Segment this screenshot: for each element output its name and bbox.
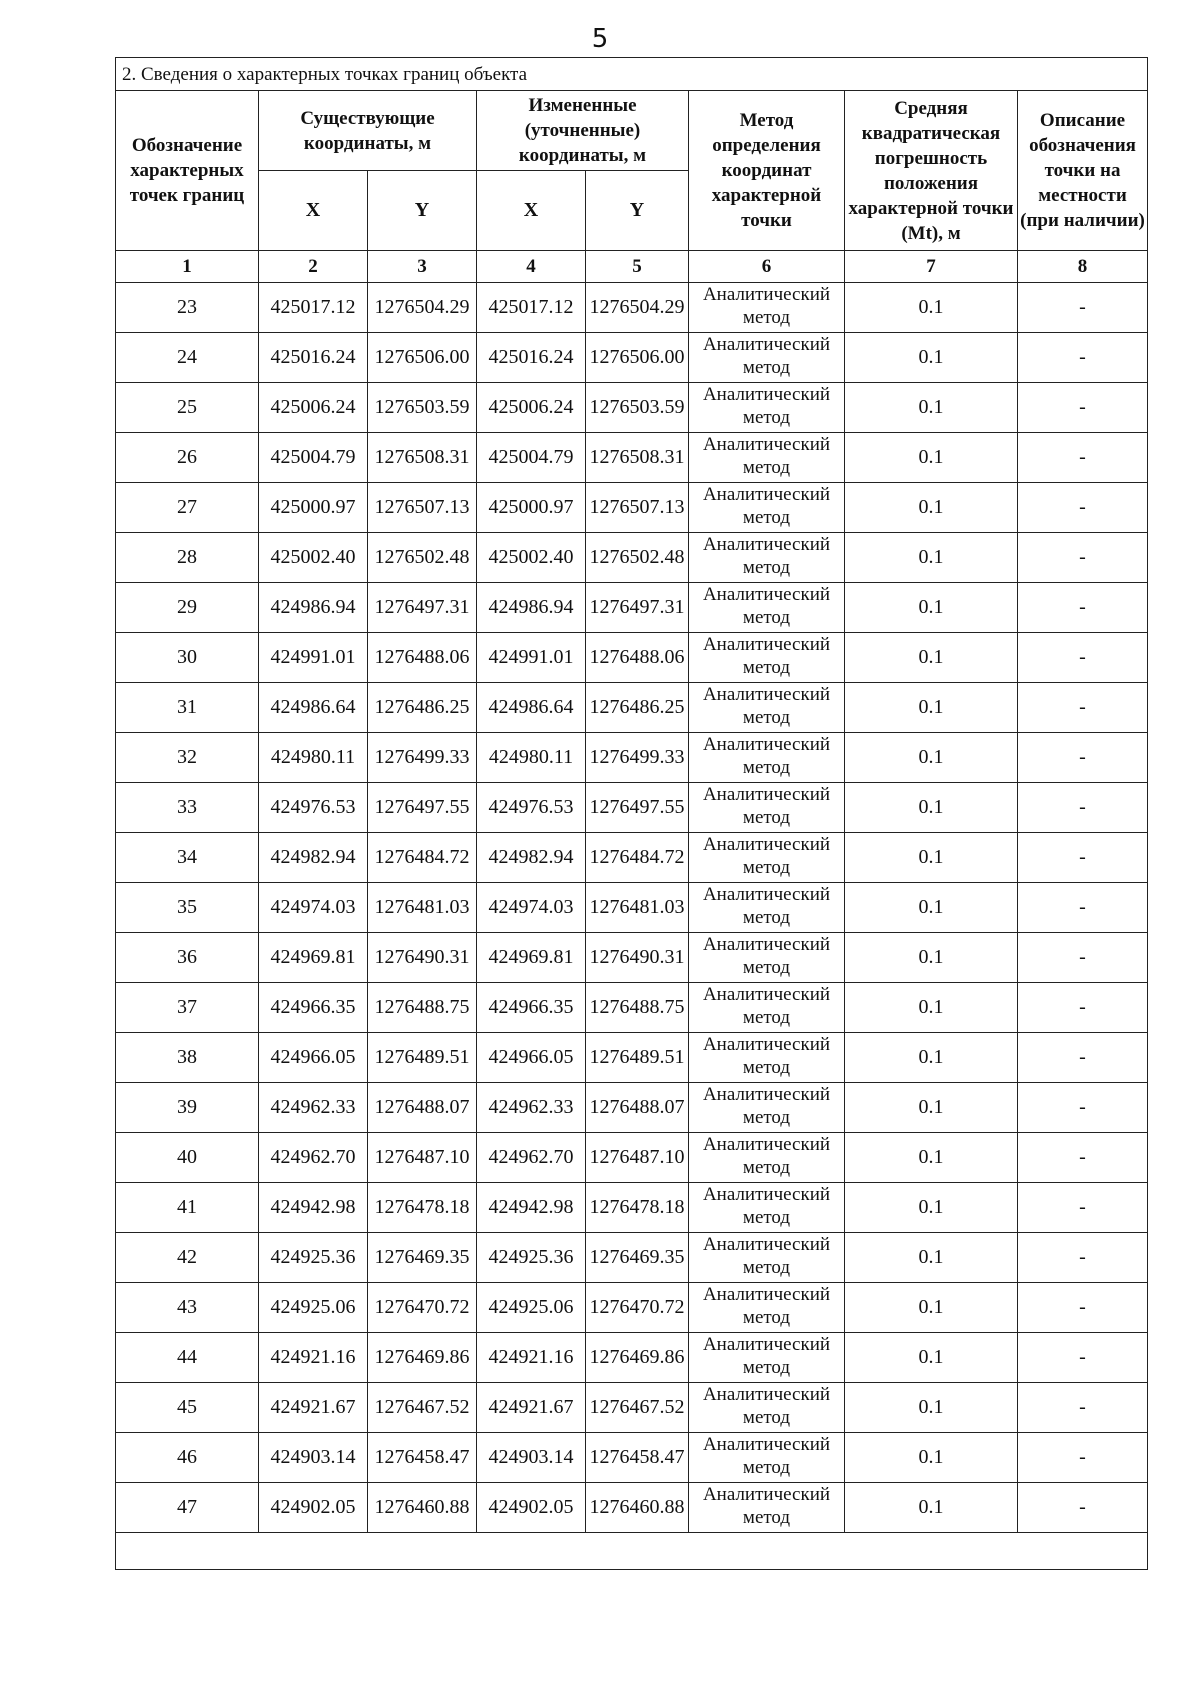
table-row [116,883,1148,933]
cell-description: - [1018,1283,1148,1333]
cell-existing-x: 424986.64 [259,683,368,733]
cell-existing-y: 1276481.03 [368,883,477,933]
cell-description: - [1018,583,1148,633]
cell-existing-x: 424991.01 [259,633,368,683]
cell-method: Аналитический метод [689,383,845,433]
cell-changed-y: 1276499.33 [586,733,689,783]
cell-method: Аналитический метод [689,1283,845,1333]
cell-error: 0.1 [845,333,1018,383]
table-row [116,1033,1148,1083]
cell-existing-x: 424986.94 [259,583,368,633]
cell-error: 0.1 [845,433,1018,483]
cell-point-number: 29 [116,583,259,633]
table-row [116,733,1148,783]
cell-error: 0.1 [845,533,1018,583]
table-row [116,483,1148,533]
cell-existing-x: 424982.94 [259,833,368,883]
cell-description: - [1018,1233,1148,1283]
cell-point-number: 33 [116,783,259,833]
cell-method: Аналитический метод [689,1333,845,1383]
cell-existing-y: 1276504.29 [368,283,477,333]
cell-changed-y: 1276488.75 [586,983,689,1033]
cell-description: - [1018,1183,1148,1233]
table-body [116,283,1148,1570]
table-row [116,633,1148,683]
cell-method: Аналитический метод [689,733,845,783]
cell-error: 0.1 [845,583,1018,633]
cell-existing-y: 1276486.25 [368,683,477,733]
cell-existing-x: 425006.24 [259,383,368,433]
cell-error: 0.1 [845,1483,1018,1533]
header-description: Описание обозначения точки на местности (при наличии) [1018,91,1148,251]
cell-error: 0.1 [845,1033,1018,1083]
cell-changed-y: 1276488.06 [586,633,689,683]
cell-description: - [1018,533,1148,583]
cell-method: Аналитический метод [689,883,845,933]
cell-method: Аналитический метод [689,783,845,833]
cell-existing-x: 424942.98 [259,1183,368,1233]
boundary-points-table [115,57,1148,1570]
cell-method: Аналитический метод [689,433,845,483]
cell-existing-x: 424980.11 [259,733,368,783]
cell-description: - [1018,833,1148,883]
header-changed-coords: Измененные (уточненные) координаты, м [477,91,689,171]
cell-changed-y: 1276497.31 [586,583,689,633]
cell-method: Аналитический метод [689,283,845,333]
cell-description: - [1018,333,1148,383]
table-row [116,683,1148,733]
table-row [116,1433,1148,1483]
cell-changed-x: 424982.94 [477,833,586,883]
cell-changed-y: 1276481.03 [586,883,689,933]
table-row [116,1133,1148,1183]
cell-changed-x: 424966.05 [477,1033,586,1083]
cell-method: Аналитический метод [689,683,845,733]
cell-existing-y: 1276488.75 [368,983,477,1033]
cell-method: Аналитический метод [689,1233,845,1283]
cell-changed-x: 425000.97 [477,483,586,533]
cell-existing-y: 1276478.18 [368,1183,477,1233]
table-row [116,1233,1148,1283]
cell-changed-y: 1276478.18 [586,1183,689,1233]
cell-existing-y: 1276497.55 [368,783,477,833]
cell-existing-x: 424966.05 [259,1033,368,1083]
cell-existing-y: 1276497.31 [368,583,477,633]
cell-existing-x: 425017.12 [259,283,368,333]
table-row [116,333,1148,383]
cell-error: 0.1 [845,733,1018,783]
cell-changed-x: 424976.53 [477,783,586,833]
cell-changed-x: 424974.03 [477,883,586,933]
cell-changed-x: 424925.36 [477,1233,586,1283]
cell-method: Аналитический метод [689,533,845,583]
cell-existing-x: 425000.97 [259,483,368,533]
cell-existing-y: 1276488.07 [368,1083,477,1133]
cell-point-number: 28 [116,533,259,583]
cell-changed-x: 425017.12 [477,283,586,333]
column-number: 4 [477,251,586,283]
cell-changed-y: 1276469.35 [586,1233,689,1283]
table-row [116,1283,1148,1333]
column-number: 3 [368,251,477,283]
cell-point-number: 27 [116,483,259,533]
cell-existing-x: 424969.81 [259,933,368,983]
cell-existing-y: 1276489.51 [368,1033,477,1083]
table-row [116,1183,1148,1233]
cell-method: Аналитический метод [689,1383,845,1433]
cell-changed-y: 1276507.13 [586,483,689,533]
cell-description: - [1018,883,1148,933]
column-number: 8 [1018,251,1148,283]
cell-existing-x: 424962.33 [259,1083,368,1133]
cell-existing-y: 1276469.35 [368,1233,477,1283]
cell-method: Аналитический метод [689,933,845,983]
cell-existing-x: 424976.53 [259,783,368,833]
cell-error: 0.1 [845,1133,1018,1183]
cell-changed-y: 1276486.25 [586,683,689,733]
cell-point-number: 42 [116,1233,259,1283]
cell-error: 0.1 [845,1383,1018,1433]
cell-changed-y: 1276489.51 [586,1033,689,1083]
cell-changed-x: 424969.81 [477,933,586,983]
cell-error: 0.1 [845,683,1018,733]
table-row [116,983,1148,1033]
cell-existing-y: 1276490.31 [368,933,477,983]
table-row [116,1383,1148,1433]
cell-method: Аналитический метод [689,983,845,1033]
cell-changed-y: 1276484.72 [586,833,689,883]
cell-error: 0.1 [845,633,1018,683]
cell-point-number: 44 [116,1333,259,1383]
cell-existing-y: 1276507.13 [368,483,477,533]
cell-point-number: 40 [116,1133,259,1183]
cell-description: - [1018,1483,1148,1533]
column-number-row [116,251,1148,283]
table-row [116,583,1148,633]
table-row [116,783,1148,833]
table-row [116,383,1148,433]
cell-error: 0.1 [845,1183,1018,1233]
cell-changed-x: 425002.40 [477,533,586,583]
table-row [116,433,1148,483]
cell-point-number: 47 [116,1483,259,1533]
cell-changed-x: 424962.70 [477,1133,586,1183]
cell-existing-x: 424974.03 [259,883,368,933]
cell-changed-y: 1276488.07 [586,1083,689,1133]
header-changed-x: X [477,171,586,251]
cell-existing-y: 1276508.31 [368,433,477,483]
cell-description: - [1018,1333,1148,1383]
cell-existing-y: 1276484.72 [368,833,477,883]
cell-changed-y: 1276460.88 [586,1483,689,1533]
cell-changed-x: 424991.01 [477,633,586,683]
cell-existing-y: 1276506.00 [368,333,477,383]
column-number: 2 [259,251,368,283]
cell-changed-y: 1276504.29 [586,283,689,333]
cell-point-number: 38 [116,1033,259,1083]
cell-point-number: 43 [116,1283,259,1333]
cell-point-number: 25 [116,383,259,433]
cell-description: - [1018,383,1148,433]
cell-method: Аналитический метод [689,333,845,383]
cell-point-number: 39 [116,1083,259,1133]
cell-existing-x: 424903.14 [259,1433,368,1483]
cell-existing-y: 1276487.10 [368,1133,477,1183]
cell-error: 0.1 [845,1433,1018,1483]
cell-method: Аналитический метод [689,583,845,633]
cell-changed-x: 424925.06 [477,1283,586,1333]
cell-point-number: 41 [116,1183,259,1233]
cell-changed-y: 1276497.55 [586,783,689,833]
cell-existing-y: 1276458.47 [368,1433,477,1483]
table-row [116,833,1148,883]
cell-point-number: 35 [116,883,259,933]
cell-changed-x: 425016.24 [477,333,586,383]
table-row [116,1083,1148,1133]
cell-error: 0.1 [845,983,1018,1033]
cell-error: 0.1 [845,383,1018,433]
cell-changed-x: 424921.16 [477,1333,586,1383]
cell-existing-x: 424921.67 [259,1383,368,1433]
table-row [116,533,1148,583]
cell-description: - [1018,433,1148,483]
cell-error: 0.1 [845,1083,1018,1133]
cell-changed-x: 424902.05 [477,1483,586,1533]
cell-existing-y: 1276499.33 [368,733,477,783]
cell-method: Аналитический метод [689,633,845,683]
header-method: Метод определения координат характерной точки [689,91,845,251]
cell-error: 0.1 [845,933,1018,983]
cell-changed-x: 424986.94 [477,583,586,633]
cell-description: - [1018,483,1148,533]
cell-changed-y: 1276487.10 [586,1133,689,1183]
cell-method: Аналитический метод [689,1183,845,1233]
cell-point-number: 32 [116,733,259,783]
cell-existing-x: 424925.06 [259,1283,368,1333]
header-error: Средняя квадратическая погрешность положения характерной точки (Mt), м [845,91,1018,251]
cell-method: Аналитический метод [689,1133,845,1183]
cell-existing-x: 424921.16 [259,1333,368,1383]
cell-changed-y: 1276502.48 [586,533,689,583]
cell-point-number: 46 [116,1433,259,1483]
table-row [116,1333,1148,1383]
cell-changed-x: 424942.98 [477,1183,586,1233]
cell-existing-y: 1276502.48 [368,533,477,583]
page-number: 5 [591,24,609,54]
header-existing-y: Y [368,171,477,251]
cell-changed-x: 424986.64 [477,683,586,733]
cell-point-number: 30 [116,633,259,683]
cell-description: - [1018,1383,1148,1433]
cell-method: Аналитический метод [689,1433,845,1483]
cell-existing-x: 425016.24 [259,333,368,383]
cell-changed-x: 424921.67 [477,1383,586,1433]
header-designation: Обозначение характерных точек границ [116,91,259,251]
cell-changed-y: 1276506.00 [586,333,689,383]
cell-method: Аналитический метод [689,1083,845,1133]
cell-existing-x: 424966.35 [259,983,368,1033]
cell-changed-x: 424903.14 [477,1433,586,1483]
cell-error: 0.1 [845,1233,1018,1283]
cell-description: - [1018,633,1148,683]
cell-method: Аналитический метод [689,833,845,883]
cell-point-number: 34 [116,833,259,883]
cell-changed-x: 424962.33 [477,1083,586,1133]
cell-existing-x: 425002.40 [259,533,368,583]
column-number: 5 [586,251,689,283]
cell-description: - [1018,1433,1148,1483]
cell-existing-y: 1276469.86 [368,1333,477,1383]
cell-changed-y: 1276470.72 [586,1283,689,1333]
cell-existing-x: 425004.79 [259,433,368,483]
table-empty-row [116,1533,1148,1570]
cell-changed-x: 424966.35 [477,983,586,1033]
cell-description: - [1018,683,1148,733]
cell-description: - [1018,983,1148,1033]
header-existing-x: X [259,171,368,251]
cell-point-number: 31 [116,683,259,733]
cell-method: Аналитический метод [689,1483,845,1533]
cell-point-number: 37 [116,983,259,1033]
cell-existing-y: 1276460.88 [368,1483,477,1533]
cell-changed-x: 424980.11 [477,733,586,783]
cell-description: - [1018,1083,1148,1133]
table-row [116,1483,1148,1533]
cell-description: - [1018,1133,1148,1183]
cell-changed-y: 1276508.31 [586,433,689,483]
cell-point-number: 36 [116,933,259,983]
header-changed-y: Y [586,171,689,251]
cell-existing-x: 424902.05 [259,1483,368,1533]
cell-point-number: 26 [116,433,259,483]
table-row [116,933,1148,983]
cell-error: 0.1 [845,833,1018,883]
empty-cell [116,1533,1148,1570]
cell-description: - [1018,783,1148,833]
cell-existing-x: 424962.70 [259,1133,368,1183]
cell-changed-y: 1276469.86 [586,1333,689,1383]
cell-point-number: 23 [116,283,259,333]
table-row [116,283,1148,333]
cell-existing-y: 1276467.52 [368,1383,477,1433]
cell-error: 0.1 [845,783,1018,833]
cell-existing-x: 424925.36 [259,1233,368,1283]
cell-changed-y: 1276458.47 [586,1433,689,1483]
cell-error: 0.1 [845,283,1018,333]
cell-description: - [1018,283,1148,333]
column-number: 1 [116,251,259,283]
header-existing-coords: Существующие координаты, м [259,91,477,171]
cell-method: Аналитический метод [689,483,845,533]
cell-changed-y: 1276490.31 [586,933,689,983]
cell-error: 0.1 [845,1333,1018,1383]
table-caption: 2. Сведения о характерных точках границ объекта [116,58,1148,91]
cell-point-number: 24 [116,333,259,383]
cell-error: 0.1 [845,883,1018,933]
cell-description: - [1018,933,1148,983]
cell-method: Аналитический метод [689,1033,845,1083]
cell-existing-y: 1276470.72 [368,1283,477,1333]
cell-error: 0.1 [845,1283,1018,1333]
cell-error: 0.1 [845,483,1018,533]
cell-changed-y: 1276467.52 [586,1383,689,1433]
cell-point-number: 45 [116,1383,259,1433]
cell-existing-y: 1276488.06 [368,633,477,683]
cell-changed-x: 425006.24 [477,383,586,433]
cell-description: - [1018,733,1148,783]
cell-changed-y: 1276503.59 [586,383,689,433]
cell-existing-y: 1276503.59 [368,383,477,433]
column-number: 6 [689,251,845,283]
cell-changed-x: 425004.79 [477,433,586,483]
column-number: 7 [845,251,1018,283]
cell-description: - [1018,1033,1148,1083]
